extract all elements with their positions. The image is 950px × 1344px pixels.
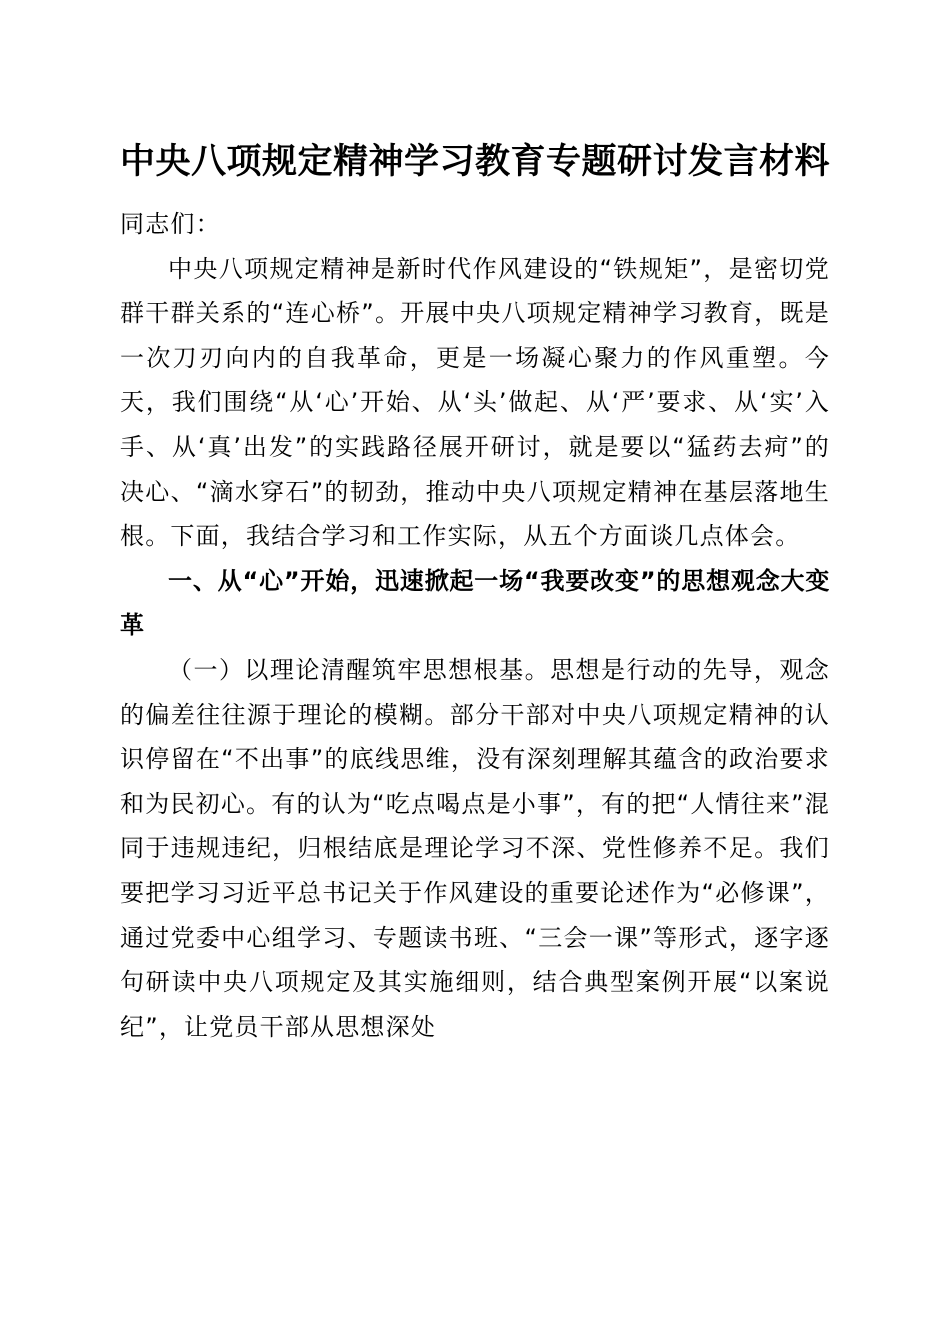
intro-paragraph: 中央八项规定精神是新时代作风建设的“铁规矩”，是密切党群干群关系的“连心桥”。开展中央八项规定精神学习教育，既是一次刀刃向内的自我革命，更是一场凝心聚力的作风重塑。今天，我们围绕“从‘心’开始、从‘头’做起、从‘严’要求、从‘实’入手、从‘真’出发”的实践路径展开研讨，就是要以“猛药去疴”的决心、“滴水穿石”的韧劲，推动中央八项规定精神在基层落地生根。下面，我结合学习和工作实际，从五个方面谈几点体会。 xyxy=(120,254,830,551)
document-body xyxy=(120,202,830,1049)
document-title: 中央八项规定精神学习教育专题研讨发言材料 xyxy=(119,141,830,182)
section-paragraph: （一）以理论清醒筑牢思想根基。思想是行动的先导，观念的偏差往往源于理论的模糊。部分干部对中央八项规定精神的认识停留在“不出事”的底线思维，没有深刻理解其蕴含的政治要求和为民初心。有的认为“吃点喝点是小事”，有的把“人情往来”混同于违规违纪，归根结底是理论学习不深、党性修养不足。我们要把学习习近平总书记关于作风建设的重要论述作为“必修课”，通过党委中心组学习、专题读书班、“三会一课”等形式，逐字逐句研读中央八项规定及其实施细则，结合典型案例开展“以案说纪”，让党员干部从思想深处 xyxy=(120,655,830,1041)
section-heading: 一、从“心”开始，迅速掀起一场“我要改变”的思想观念大变革 xyxy=(120,566,830,640)
salutation: 同志们： xyxy=(120,210,221,238)
